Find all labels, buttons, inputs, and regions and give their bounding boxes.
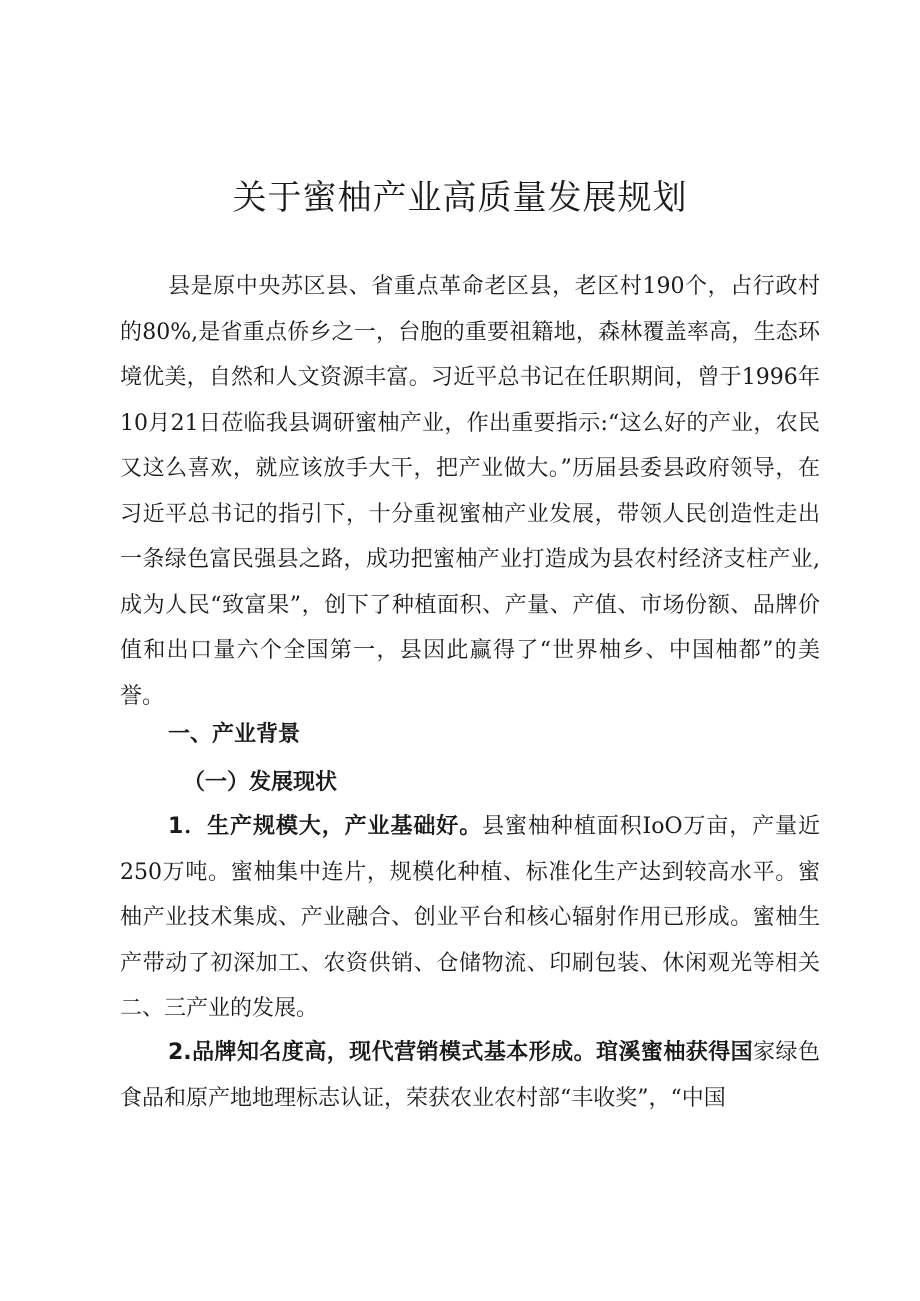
item-1-text: 县蜜柚种植面积IoO万亩，产量近250万吨。蜜柚集中连片，规模化种植、标准化生产达到较高水平。蜜柚产业技术集成、产业融合、创业平台和核心辐射作用已形成。蜜柚生产带动了初深加工、农资供销、仓储物流、印刷包装、休闲观光等相关二、三产业的发展。	[120, 814, 820, 1021]
item-2-paragraph	[120, 1030, 820, 1121]
document-title: 关于蜜柚产业高质量发展规划	[232, 178, 688, 218]
intro-paragraph: 县是原中央苏区县、省重点革命老区县，老区村190个，占行政村的80%,是省重点侨乡之一，台胞的重要祖籍地，森林覆盖率高，生态环境优美，自然和人文资源丰富。习近平总书记在任职期间，曾于1996年10月21日莅临我县调研蜜柚产业，作出重要指示:“这么好的产业，农民又这么喜欢，就应该放手大干，把产业做大。”历届县委县政府领导，在习近平总书记的指引下，十分重视蜜柚产业发展，带领人民创造性走出一条绿色富民强县之路，成功把蜜柚产业打造成为县农村经济支柱产业,成为人民“致富果”，创下了种植面积、产量、产值、市场份额、品牌价值和出口量六个全国第一，县因此赢得了“世界柚乡、中国柚都”的美誉。	[120, 274, 820, 709]
item-1-paragraph	[120, 804, 820, 1032]
item-2-text: 家绿色食品和原产地地理标志认证，荣获农业农村部“丰收奖”，“中国	[120, 1040, 820, 1111]
item-1-lead: 1．生产规模大，产业基础好。	[168, 814, 483, 839]
section-heading: 一、产业背景	[168, 722, 301, 747]
item-2-lead: 2.品牌知名度高，现代营销模式基本形成。琯溪蜜柚获得国	[168, 1040, 754, 1065]
subsection-heading: （一）发展现状	[183, 770, 338, 795]
